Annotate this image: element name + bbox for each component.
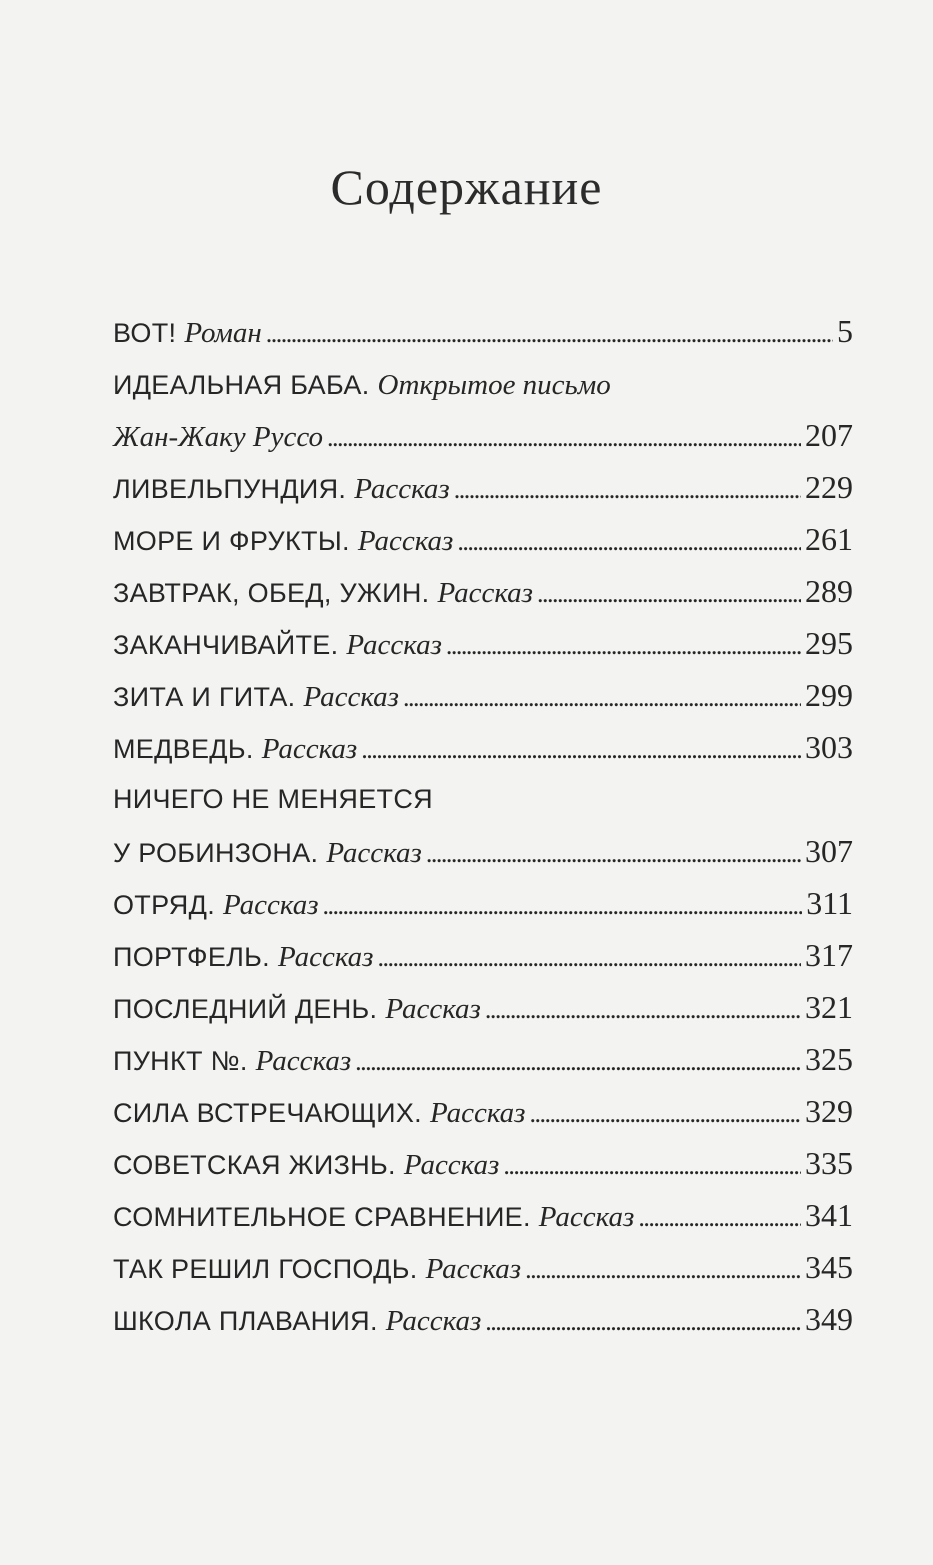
toc-entry xyxy=(113,929,853,981)
entry-title: ОТРЯД. xyxy=(113,890,215,920)
toc-entry xyxy=(113,981,853,1033)
entry-genre: Рассказ xyxy=(385,993,481,1025)
toc-entry xyxy=(113,669,853,721)
entry-page-number: 341 xyxy=(805,1197,853,1233)
page-title: Содержание xyxy=(330,159,603,215)
entry-page-number: 229 xyxy=(805,469,853,505)
entry-title: ПУНКТ №. xyxy=(113,1046,248,1076)
leader-dots xyxy=(525,1241,801,1293)
toc-entry xyxy=(113,617,853,669)
toc-entry xyxy=(113,565,853,617)
entry-genre: Роман xyxy=(184,317,262,349)
entry-genre: Рассказ xyxy=(326,837,422,869)
toc-entry xyxy=(113,1189,853,1241)
leader-dots xyxy=(457,513,801,565)
toc-entry xyxy=(113,721,853,773)
entry-page-number: 349 xyxy=(805,1301,853,1337)
entry-title: СОМНИТЕЛЬНОЕ СРАВНЕНИЕ. xyxy=(113,1202,531,1232)
entry-genre-continuation: Жан-Жаку Руссо xyxy=(113,421,323,453)
entry-genre: Рассказ xyxy=(255,1045,352,1077)
entry-page-number: 325 xyxy=(805,1041,853,1077)
leader-dots xyxy=(266,305,833,357)
entry-page-number: 311 xyxy=(806,885,853,921)
toc-entry xyxy=(113,1137,853,1189)
entry-page-number: 5 xyxy=(837,313,853,349)
entry-genre: Рассказ xyxy=(357,525,454,557)
entry-title: МОРЕ И ФРУКТЫ. xyxy=(113,526,350,556)
toc-entry-continuation xyxy=(113,825,853,877)
entry-genre: Рассказ xyxy=(429,1097,526,1129)
leader-dots xyxy=(323,877,803,929)
toc-entry xyxy=(113,1241,853,1293)
toc-entry xyxy=(113,1085,853,1137)
entry-page-number: 321 xyxy=(805,989,853,1025)
entry-title: ПОСЛЕДНИЙ ДЕНЬ. xyxy=(113,994,378,1024)
entry-genre: Рассказ xyxy=(538,1201,635,1233)
entry-genre: Рассказ xyxy=(385,1305,482,1337)
toc-entry xyxy=(113,357,853,409)
toc-entry xyxy=(113,305,853,357)
entry-title: ЛИВЕЛЬПУНДИЯ. xyxy=(113,474,347,504)
toc-entry xyxy=(113,1293,853,1345)
entry-page-number: 307 xyxy=(805,833,853,869)
entry-page-number: 329 xyxy=(805,1093,853,1129)
entry-title: ИДЕАЛЬНАЯ БАБА. xyxy=(113,370,370,400)
toc-entry-continuation xyxy=(113,409,853,461)
leader-dots xyxy=(403,669,801,721)
entry-genre: Рассказ xyxy=(403,1149,500,1181)
entry-genre: Рассказ xyxy=(425,1253,522,1285)
leader-dots xyxy=(361,721,801,773)
entry-page-number: 317 xyxy=(805,937,853,973)
entry-genre: Рассказ xyxy=(437,577,533,609)
toc-entry xyxy=(113,1033,853,1085)
entry-genre: Рассказ xyxy=(277,941,374,973)
toc-entry xyxy=(113,461,853,513)
toc-entry xyxy=(113,877,853,929)
entry-genre: Рассказ xyxy=(303,681,399,713)
toc-entry xyxy=(113,773,853,825)
entry-genre: Рассказ xyxy=(354,473,450,505)
entry-genre: Открытое письмо xyxy=(377,369,611,401)
entry-title: ВОТ! xyxy=(113,318,177,348)
entry-genre: Рассказ xyxy=(223,889,319,921)
entry-page-number: 299 xyxy=(805,677,853,713)
leader-dots xyxy=(454,461,801,513)
entry-title: НИЧЕГО НЕ МЕНЯЕТСЯ xyxy=(113,784,433,814)
entry-title: ЗИТА И ГИТА. xyxy=(113,682,296,712)
entry-title: ШКОЛА ПЛАВАНИЯ. xyxy=(113,1306,378,1336)
bleed-through-text xyxy=(0,92,933,118)
entry-title: МЕДВЕДЬ. xyxy=(113,734,254,764)
entry-title: ЗАКАНЧИВАЙТЕ. xyxy=(113,630,339,660)
entry-page-number: 345 xyxy=(805,1249,853,1285)
leader-dots xyxy=(485,1293,801,1345)
entry-title: СОВЕТСКАЯ ЖИЗНЬ. xyxy=(113,1150,396,1180)
leader-dots xyxy=(503,1137,801,1189)
entry-title: СИЛА ВСТРЕЧАЮЩИХ. xyxy=(113,1098,422,1128)
toc-entry xyxy=(113,513,853,565)
entry-page-number: 335 xyxy=(805,1145,853,1181)
entry-title-continuation: У РОБИНЗОНА. xyxy=(113,838,319,868)
leader-dots xyxy=(638,1189,801,1241)
entry-title: ПОРТФЕЛЬ. xyxy=(113,942,270,972)
entry-page-number: 207 xyxy=(805,417,853,453)
table-of-contents xyxy=(113,305,853,1345)
leader-dots xyxy=(529,1085,801,1137)
leader-dots xyxy=(378,929,802,981)
entry-page-number: 289 xyxy=(805,573,853,609)
leader-dots xyxy=(426,825,801,877)
leader-dots xyxy=(485,981,801,1033)
entry-page-number: 261 xyxy=(805,521,853,557)
entry-page-number: 295 xyxy=(805,625,853,661)
leader-dots xyxy=(537,565,801,617)
entry-title: ЗАВТРАК, ОБЕД, УЖИН. xyxy=(113,578,430,608)
entry-page-number: 303 xyxy=(805,729,853,765)
leader-dots xyxy=(446,617,801,669)
leader-dots xyxy=(327,409,801,461)
leader-dots xyxy=(355,1033,801,1085)
entry-genre: Рассказ xyxy=(261,733,358,765)
entry-genre: Рассказ xyxy=(346,629,442,661)
entry-title: ТАК РЕШИЛ ГОСПОДЬ. xyxy=(113,1254,418,1284)
